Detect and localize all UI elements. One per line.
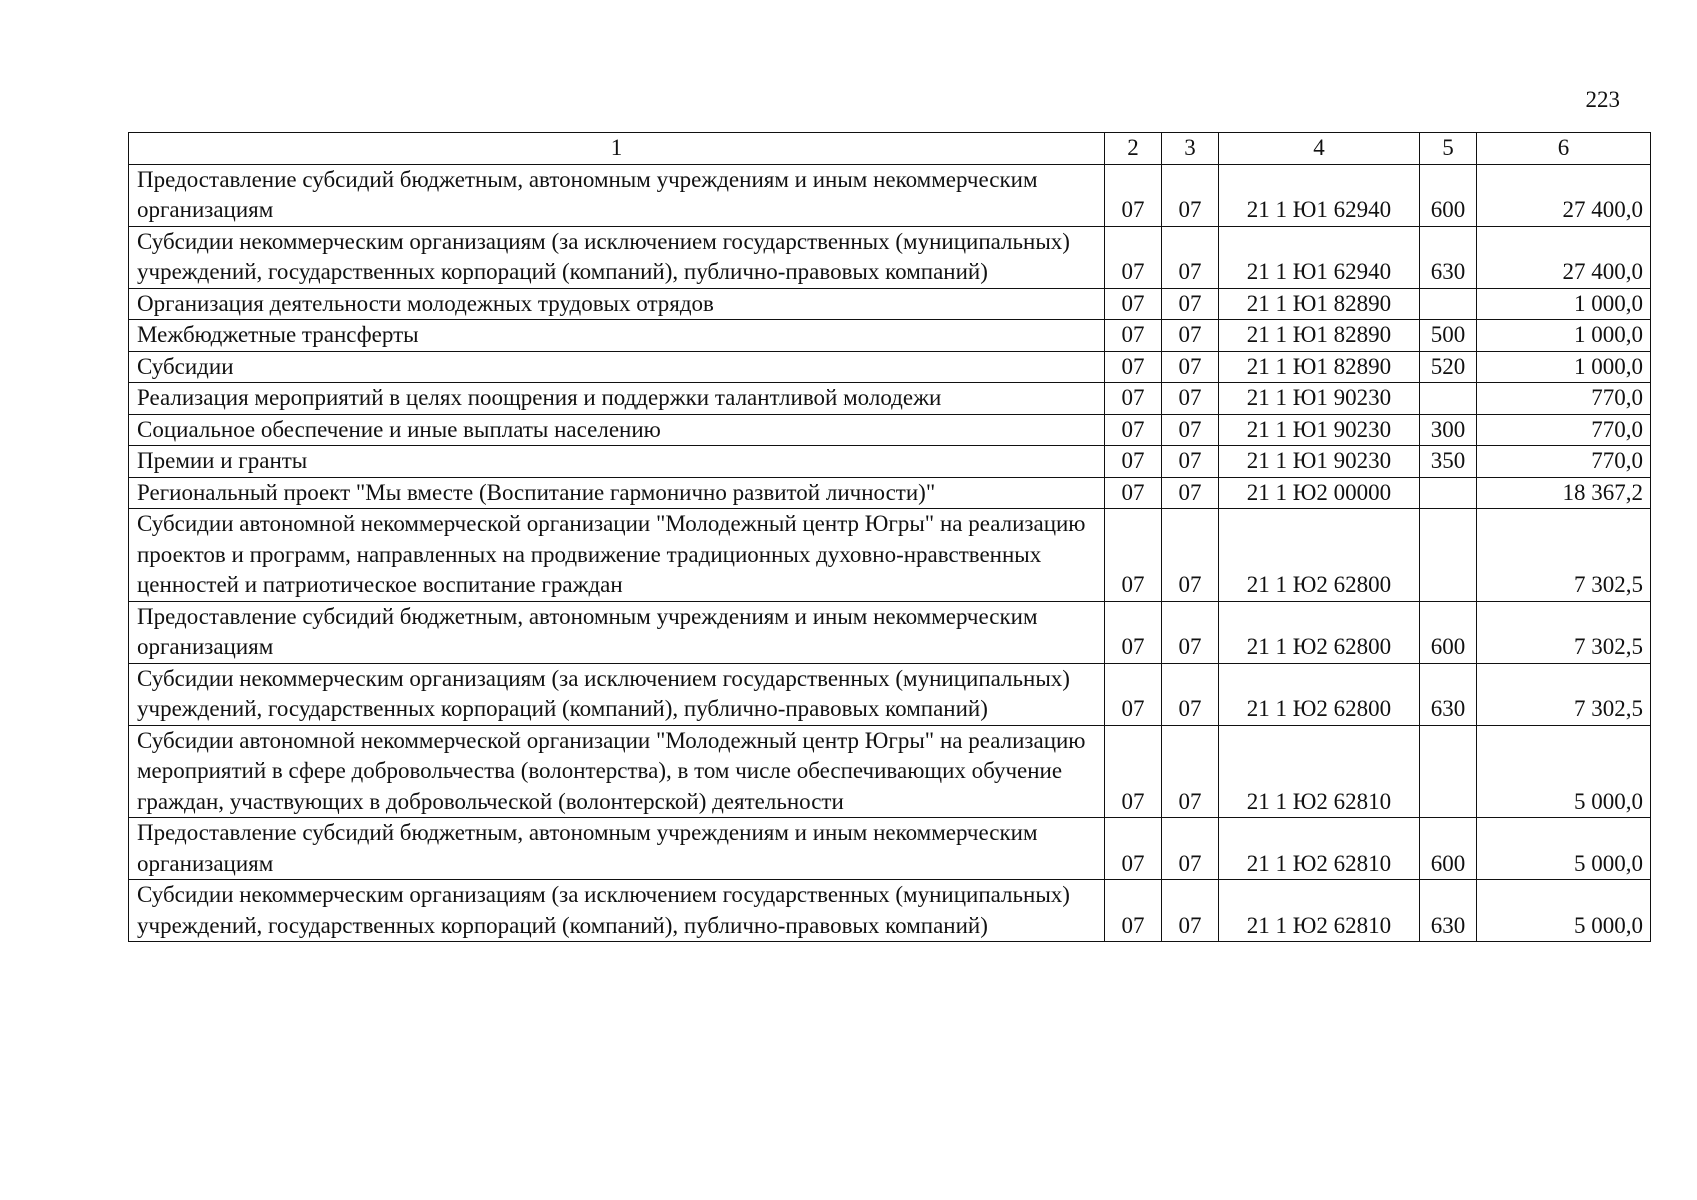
table-row: [129, 663, 1651, 725]
expense-type-cell: 630: [1420, 226, 1477, 288]
section-code-cell: 07: [1105, 320, 1162, 352]
amount-cell: 1 000,0: [1477, 351, 1651, 383]
amount-cell: 5 000,0: [1477, 880, 1651, 942]
expense-type-cell: [1420, 383, 1477, 415]
subsection-code-cell: 07: [1162, 880, 1219, 942]
item-name-cell: Премии и гранты: [129, 446, 1105, 478]
section-code-cell: 07: [1105, 288, 1162, 320]
expense-type-cell: 630: [1420, 663, 1477, 725]
subsection-code-cell: 07: [1162, 288, 1219, 320]
expense-type-cell: 500: [1420, 320, 1477, 352]
section-code-cell: 07: [1105, 818, 1162, 880]
section-code-cell: 07: [1105, 164, 1162, 226]
subsection-code-cell: 07: [1162, 663, 1219, 725]
section-code-cell: 07: [1105, 226, 1162, 288]
amount-cell: 7 302,5: [1477, 601, 1651, 663]
section-code-cell: 07: [1105, 509, 1162, 602]
item-name-cell: Субсидии некоммерческим организациям (за исключением государственных (муниципальных) учреждений, государственных корпораций (компаний), публично-правовых компаний): [129, 663, 1105, 725]
expense-type-cell: [1420, 288, 1477, 320]
amount-cell: 18 367,2: [1477, 477, 1651, 509]
subsection-code-cell: 07: [1162, 509, 1219, 602]
subsection-code-cell: 07: [1162, 446, 1219, 478]
expense-type-cell: 520: [1420, 351, 1477, 383]
subsection-code-cell: 07: [1162, 477, 1219, 509]
item-name-cell: Социальное обеспечение и иные выплаты населению: [129, 414, 1105, 446]
header-cell-name: 1: [129, 133, 1105, 165]
table-row: [129, 601, 1651, 663]
target-code-cell: 21 1 Ю2 62810: [1219, 880, 1420, 942]
section-code-cell: 07: [1105, 725, 1162, 818]
amount-cell: 27 400,0: [1477, 226, 1651, 288]
item-name-cell: Межбюджетные трансферты: [129, 320, 1105, 352]
target-code-cell: 21 1 Ю2 62810: [1219, 725, 1420, 818]
target-code-cell: 21 1 Ю2 62800: [1219, 601, 1420, 663]
subsection-code-cell: 07: [1162, 383, 1219, 415]
target-code-cell: 21 1 Ю1 62940: [1219, 164, 1420, 226]
target-code-cell: 21 1 Ю1 62940: [1219, 226, 1420, 288]
item-name-cell: Субсидии некоммерческим организациям (за исключением государственных (муниципальных) учреждений, государственных корпораций (компаний), публично-правовых компаний): [129, 880, 1105, 942]
section-code-cell: 07: [1105, 477, 1162, 509]
item-name-cell: Реализация мероприятий в целях поощрения и поддержки талантливой молодежи: [129, 383, 1105, 415]
expense-type-cell: [1420, 477, 1477, 509]
amount-cell: 770,0: [1477, 414, 1651, 446]
amount-cell: 27 400,0: [1477, 164, 1651, 226]
target-code-cell: 21 1 Ю1 90230: [1219, 383, 1420, 415]
expense-type-cell: 350: [1420, 446, 1477, 478]
header-cell-section: 2: [1105, 133, 1162, 165]
section-code-cell: 07: [1105, 383, 1162, 415]
amount-cell: 5 000,0: [1477, 725, 1651, 818]
amount-cell: 7 302,5: [1477, 663, 1651, 725]
table-row: [129, 414, 1651, 446]
target-code-cell: 21 1 Ю2 62800: [1219, 509, 1420, 602]
item-name-cell: Организация деятельности молодежных трудовых отрядов: [129, 288, 1105, 320]
item-name-cell: Субсидии некоммерческим организациям (за исключением государственных (муниципальных) учреждений, государственных корпораций (компаний), публично-правовых компаний): [129, 226, 1105, 288]
subsection-code-cell: 07: [1162, 320, 1219, 352]
table-body: [129, 164, 1651, 942]
amount-cell: 5 000,0: [1477, 818, 1651, 880]
target-code-cell: 21 1 Ю1 82890: [1219, 288, 1420, 320]
item-name-cell: Субсидии: [129, 351, 1105, 383]
subsection-code-cell: 07: [1162, 414, 1219, 446]
header-cell-subsection: 3: [1162, 133, 1219, 165]
table-row: [129, 351, 1651, 383]
item-name-cell: Субсидии автономной некоммерческой организации "Молодежный центр Югры" на реализацию мероприятий в сфере добровольчества (волонтерства), в том числе обеспечивающих обучение граждан, участвующих в добровольческой (волонтерской) деятельности: [129, 725, 1105, 818]
expense-type-cell: 600: [1420, 601, 1477, 663]
item-name-cell: Региональный проект "Мы вместе (Воспитание гармонично развитой личности)": [129, 477, 1105, 509]
expense-type-cell: [1420, 725, 1477, 818]
target-code-cell: 21 1 Ю1 90230: [1219, 414, 1420, 446]
target-code-cell: 21 1 Ю2 62800: [1219, 663, 1420, 725]
amount-cell: 7 302,5: [1477, 509, 1651, 602]
table-header: [129, 133, 1651, 165]
section-code-cell: 07: [1105, 351, 1162, 383]
section-code-cell: 07: [1105, 601, 1162, 663]
expense-type-cell: [1420, 509, 1477, 602]
section-code-cell: 07: [1105, 663, 1162, 725]
page-number: 223: [1585, 87, 1620, 112]
item-name-cell: Предоставление субсидий бюджетным, автономным учреждениям и иным некоммерческим организациям: [129, 818, 1105, 880]
expense-type-cell: 630: [1420, 880, 1477, 942]
header-cell-amount: 6: [1477, 133, 1651, 165]
table-row: [129, 320, 1651, 352]
item-name-cell: Субсидии автономной некоммерческой организации "Молодежный центр Югры" на реализацию проектов и программ, направленных на продвижение традиционных духовно-нравственных ценностей и патриотическое воспитание граждан: [129, 509, 1105, 602]
target-code-cell: 21 1 Ю2 00000: [1219, 477, 1420, 509]
table-row: [129, 477, 1651, 509]
header-cell-type: 5: [1420, 133, 1477, 165]
amount-cell: 1 000,0: [1477, 288, 1651, 320]
amount-cell: 770,0: [1477, 383, 1651, 415]
subsection-code-cell: 07: [1162, 725, 1219, 818]
table-row: [129, 818, 1651, 880]
table-row: [129, 446, 1651, 478]
header-row: [129, 133, 1651, 165]
table-row: [129, 164, 1651, 226]
section-code-cell: 07: [1105, 880, 1162, 942]
header-cell-target: 4: [1219, 133, 1420, 165]
target-code-cell: 21 1 Ю2 62810: [1219, 818, 1420, 880]
subsection-code-cell: 07: [1162, 226, 1219, 288]
amount-cell: 1 000,0: [1477, 320, 1651, 352]
expense-type-cell: 600: [1420, 818, 1477, 880]
target-code-cell: 21 1 Ю1 82890: [1219, 320, 1420, 352]
section-code-cell: 07: [1105, 414, 1162, 446]
amount-cell: 770,0: [1477, 446, 1651, 478]
table-row: [129, 880, 1651, 942]
target-code-cell: 21 1 Ю1 82890: [1219, 351, 1420, 383]
section-code-cell: 07: [1105, 446, 1162, 478]
item-name-cell: Предоставление субсидий бюджетным, автономным учреждениям и иным некоммерческим организациям: [129, 601, 1105, 663]
table-row: [129, 288, 1651, 320]
subsection-code-cell: 07: [1162, 601, 1219, 663]
table-row: [129, 383, 1651, 415]
subsection-code-cell: 07: [1162, 164, 1219, 226]
table-row: [129, 509, 1651, 602]
budget-table: [128, 132, 1651, 942]
subsection-code-cell: 07: [1162, 818, 1219, 880]
expense-type-cell: 300: [1420, 414, 1477, 446]
item-name-cell: Предоставление субсидий бюджетным, автономным учреждениям и иным некоммерческим организациям: [129, 164, 1105, 226]
expense-type-cell: 600: [1420, 164, 1477, 226]
subsection-code-cell: 07: [1162, 351, 1219, 383]
table-row: [129, 226, 1651, 288]
target-code-cell: 21 1 Ю1 90230: [1219, 446, 1420, 478]
table-row: [129, 725, 1651, 818]
